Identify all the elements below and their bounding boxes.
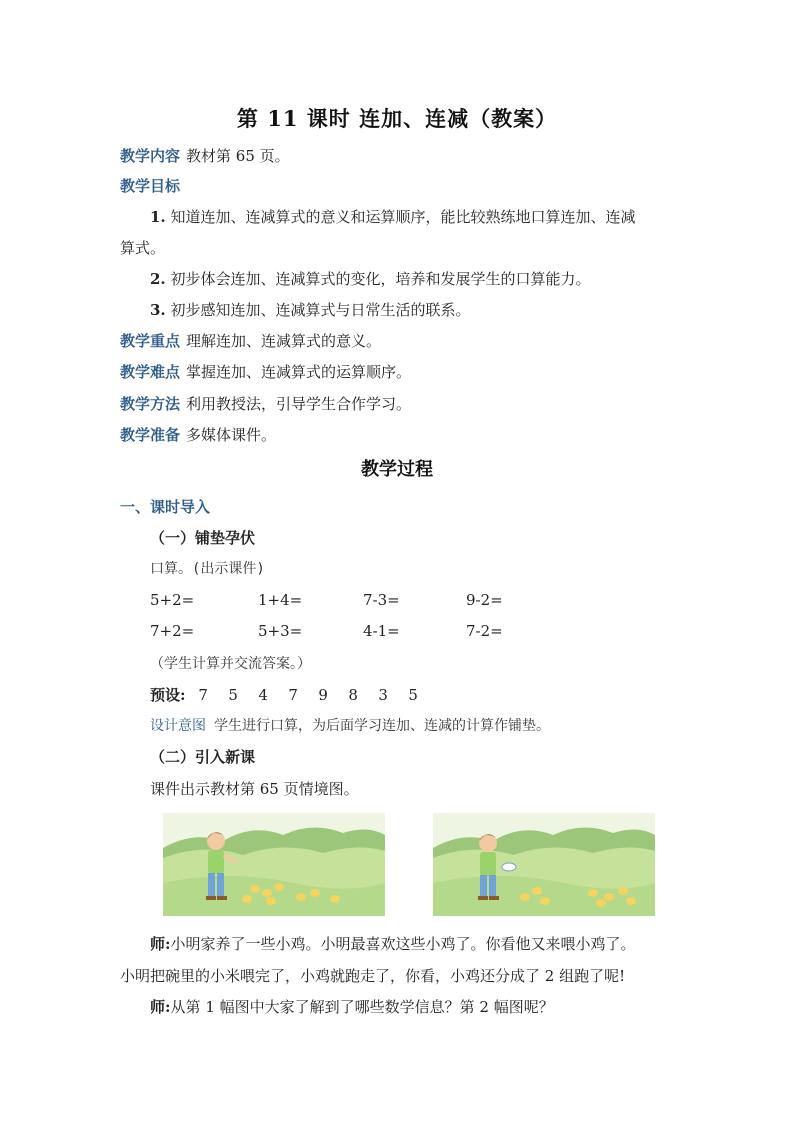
goal-item-3: 3. 初步感知连加、连减算式与日常生活的联系。 xyxy=(150,301,471,319)
design-intent xyxy=(150,716,550,736)
teaching-prep: 教学准备 多媒体课件。 xyxy=(120,426,277,444)
preset-value: 7 xyxy=(288,686,298,704)
goal-item-1-continued: 算式。 xyxy=(120,239,166,257)
equation: 7+2= xyxy=(150,622,195,640)
difficulty: 教学难点 掌握连加、连减算式的运算顺序。 xyxy=(120,363,412,381)
students-note: （学生计算并交流答案。） xyxy=(150,656,311,672)
teaching-content-label: 教学内容 xyxy=(120,147,181,165)
equation: 5+2= xyxy=(150,591,195,609)
teacher-line-1-continued: 小明把碗里的小米喂完了，小鸡就跑走了，你看，小鸡还分成了 2 组跑了呢! xyxy=(120,967,626,985)
design-intent-text: 学生进行口算，为后面学习连加、连减的计算作铺垫。 xyxy=(214,718,550,734)
equation: 7-3= xyxy=(363,591,400,609)
equation: 5+3= xyxy=(258,622,303,640)
scene-illustration-1 xyxy=(163,813,385,916)
subsection-preparation: （一）铺垫孕伏 xyxy=(150,529,256,547)
equation: 7-2= xyxy=(466,622,503,640)
scene-illustration-2 xyxy=(433,813,655,916)
teaching-content xyxy=(120,146,290,166)
preset-value: 5 xyxy=(228,686,238,704)
subsection-new-lesson: （二）引入新课 xyxy=(150,748,256,766)
preset-value: 4 xyxy=(258,686,268,704)
equation: 4-1= xyxy=(363,622,400,640)
teaching-method: 教学方法 利用教授法，引导学生合作学习。 xyxy=(120,395,412,413)
page-title: 第 11 课时 连加、连减（教案） xyxy=(236,106,558,131)
preset-value: 5 xyxy=(408,686,418,704)
equation: 1+4= xyxy=(258,591,303,609)
equation: 9-2= xyxy=(466,591,503,609)
preset-value: 3 xyxy=(378,686,388,704)
process-title: 教学过程 xyxy=(361,459,433,480)
preset-value: 9 xyxy=(318,686,328,704)
preset-value: 7 xyxy=(198,686,208,704)
teacher-line-2: 师:从第 1 幅图中大家了解到了哪些数学信息？第 2 幅图呢？ xyxy=(150,998,554,1016)
oral-calc-instruction: 口算。(出示课件) xyxy=(150,561,265,577)
teaching-goals-label: 教学目标 xyxy=(120,177,181,195)
design-intent-label: 设计意图 xyxy=(150,718,206,734)
preset-value: 8 xyxy=(348,686,358,704)
goal-item-2: 2. 初步体会连加、连减算式的变化，培养和发展学生的口算能力。 xyxy=(150,270,591,288)
section-intro: 一、课时导入 xyxy=(120,498,211,516)
teacher-line-1: 师:小明家养了一些小鸡。小明最喜欢这些小鸡了。你看他又来喂小鸡了。 xyxy=(150,935,636,953)
preset-answers: 预设: 7 5 4 7 9 8 3 5 xyxy=(150,685,438,705)
teaching-content-text: 教材第 65 页。 xyxy=(186,147,290,165)
goal-item-1: 1. 知道连加、连减算式的意义和运算顺序，能比较熟练地口算连加、连减 xyxy=(150,208,636,226)
key-point: 教学重点 理解连加、连减算式的意义。 xyxy=(120,332,382,350)
courseware-text: 课件出示教材第 65 页情境图。 xyxy=(150,780,359,798)
